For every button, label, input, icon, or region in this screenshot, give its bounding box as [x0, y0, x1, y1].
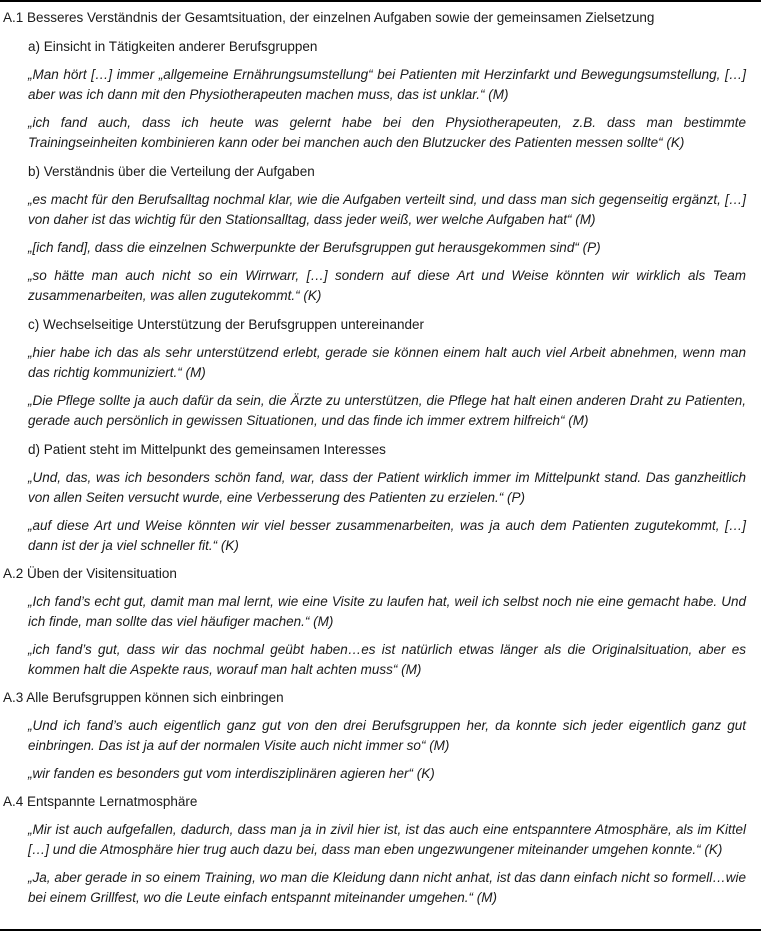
quote-paragraph: „so hätte man auch nicht so ein Wirrwarr, […] sondern auf diese Art und Weise könnten wir wirklich als Team zusammenarbeiten, was allen zugutekommt.“ (K): [28, 268, 746, 303]
quote-paragraph: „Ja, aber gerade in so einem Training, wo man die Kleidung dann nicht anhat, ist das dann einfach nicht so formell…wie bei einem Grillfest, wo die Leute einfach entspannt miteinander umgehen.“ (M): [28, 870, 746, 905]
category-heading: A.2 Üben der Visitensituation: [3, 566, 177, 581]
subtheme-heading: a) Einsicht in Tätigkeiten anderer Berufsgruppen: [28, 39, 318, 54]
quote-paragraph: „Und ich fand’s auch eigentlich ganz gut von den drei Berufsgruppen her, da konnte sich jeder eigentlich ganz gut einbringen. Das ist ja auf der normalen Visite auch nicht immer so“ (M): [28, 718, 746, 753]
category-heading: A.4 Entspannte Lernatmosphäre: [3, 794, 198, 809]
category-body: [3, 592, 746, 680]
quote-paragraph: „es macht für den Berufsalltag nochmal klar, wie die Aufgaben verteilt sind, und dass man sich gegenseitig ergänzt, […] von daher ist das wichtig für den Stationsalltag, dass jeder weiß, wer welche Aufgaben hat“ (M): [28, 192, 746, 227]
category-body: [3, 820, 746, 908]
quote-paragraph: „Ich fand’s echt gut, damit man mal lernt, wie eine Visite zu laufen hat, weil ich selbst noch nie eine gemacht habe. Und ich finde, man sollte das viel häufiger machen.“ (M): [28, 594, 746, 629]
category-heading: A.1 Besseres Verständnis der Gesamtsituation, der einzelnen Aufgaben sowie der gemeinsamen Zielsetzung: [3, 10, 655, 25]
quote-paragraph: „Mir ist auch aufgefallen, dadurch, dass man ja in zivil hier ist, ist das auch eine entspanntere Atmosphäre, als im Kittel […] und die Atmosphäre hier trug auch dazu bei, dass man eben ungezwungener miteinander umgehen konnte.“ (K): [28, 822, 746, 857]
quote-paragraph: „hier habe ich das als sehr unterstützend erlebt, gerade sie können einem halt auch viel Arbeit abnehmen, wenn man das richtig kommuniziert.“ (M): [28, 345, 746, 380]
subtheme-heading: b) Verständnis über die Verteilung der Aufgaben: [28, 164, 315, 179]
subtheme-heading: d) Patient steht im Mittelpunkt des gemeinsamen Interesses: [28, 442, 386, 457]
quote-paragraph: „ich fand’s gut, dass wir das nochmal geübt haben…es ist natürlich etwas länger als die Originalsituation, aber es kommen halt die Aspekte raus, worauf man halt achten muss“ (M): [28, 642, 746, 677]
quote-paragraph: „ich fand auch, dass ich heute was gelernt habe bei den Physiotherapeuten, z.B. dass man bestimmte Trainingseinheiten kombinieren kann oder bei manchen auch den Blutzucker des Patienten messen sollte“ (K): [28, 115, 746, 150]
quote-paragraph: „Und, das, was ich besonders schön fand, war, dass der Patient wirklich immer im Mittelpunkt stand. Das ganzheitlich von allen Seiten versucht wurde, eine Verbesserung des Patienten zu erzielen.“ (P): [28, 470, 746, 505]
subtheme-heading: c) Wechselseitige Unterstützung der Berufsgruppen untereinander: [28, 317, 424, 332]
quote-paragraph: „Man hört […] immer „allgemeine Ernährungsumstellung“ bei Patienten mit Herzinfarkt und Bewegungsumstellung, […] aber was ich dann mit den Physiotherapeuten machen muss, das ist unklar.“ (M): [28, 67, 746, 102]
category-body: [3, 37, 746, 556]
quote-paragraph: „wir fanden es besonders gut vom interdisziplinären agieren her“ (K): [28, 766, 435, 781]
quote-paragraph: „Die Pflege sollte ja auch dafür da sein, die Ärzte zu unterstützen, die Pflege hat halt einen anderen Draht zu Patienten, gerade auch persönlich in gewissen Situationen, und das finde ich immer extrem hilfreich“ (M): [28, 393, 746, 428]
category-heading: A.3 Alle Berufsgruppen können sich einbringen: [3, 690, 284, 705]
quote-paragraph: „[ich fand], dass die einzelnen Schwerpunkte der Berufsgruppen gut herausgekommen sind“ (P): [28, 240, 601, 255]
category-body: [3, 716, 746, 784]
quote-paragraph: „auf diese Art und Weise könnten wir viel besser zusammenarbeiten, was ja auch dem Patienten zugutekommt, […] dann ist der ja viel schneller fit.“ (K): [28, 518, 746, 553]
